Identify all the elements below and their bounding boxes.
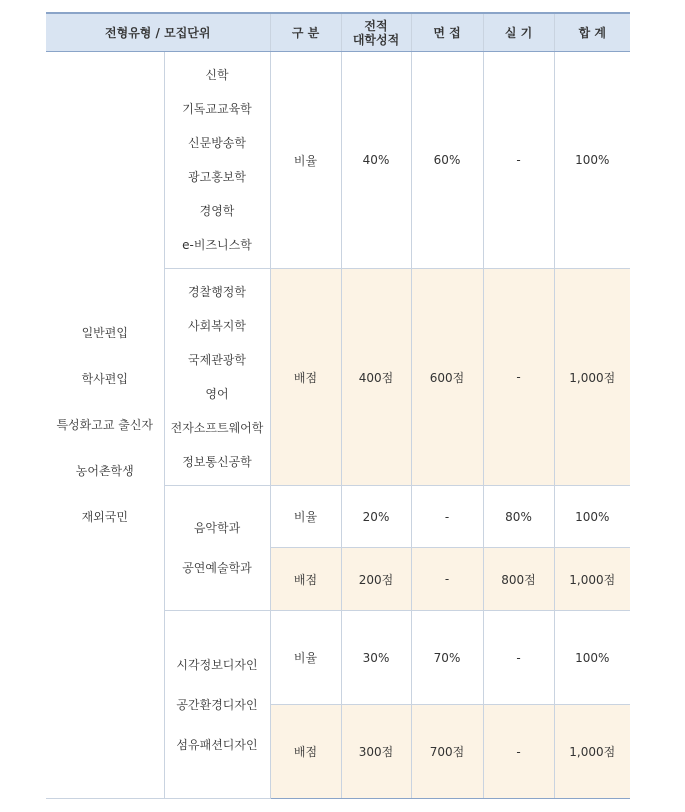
category-cell: 비율 xyxy=(270,52,341,269)
department: 공간환경디자인 xyxy=(176,697,258,712)
table-row xyxy=(46,52,630,269)
practical-cell: - xyxy=(483,269,554,486)
department: 신학 xyxy=(205,68,229,82)
header-row xyxy=(46,13,630,52)
prev-gpa-cell: 40% xyxy=(341,52,411,269)
interview-cell: 60% xyxy=(411,52,483,269)
department: e-비즈니스학 xyxy=(182,238,252,252)
header-type-unit: 전형유형 / 모집단위 xyxy=(46,13,270,52)
category-cell: 배점 xyxy=(270,548,341,611)
department: 기독교교육학 xyxy=(182,102,252,116)
department: 경찰행정학 xyxy=(188,285,246,299)
admission-type: 특성화고교 출신자 xyxy=(56,418,154,432)
prev-gpa-cell: 200점 xyxy=(341,548,411,611)
interview-cell: - xyxy=(411,486,483,548)
department: 신문방송학 xyxy=(188,136,246,150)
department: 음악학과 xyxy=(193,521,241,535)
category-cell: 비율 xyxy=(270,611,341,705)
practical-cell: 800점 xyxy=(483,548,554,611)
category-cell: 배점 xyxy=(270,269,341,486)
department: 정보통신공학 xyxy=(182,455,252,469)
total-cell: 100% xyxy=(554,611,630,705)
total-cell: 1,000점 xyxy=(554,548,630,611)
departments-cell xyxy=(164,486,270,611)
header-interview: 면 접 xyxy=(411,13,483,52)
header-prev-gpa-line2: 대학성적 xyxy=(352,32,400,47)
total-cell: 1,000점 xyxy=(554,269,630,486)
admission-type: 학사편입 xyxy=(81,372,128,386)
interview-cell: 70% xyxy=(411,611,483,705)
prev-gpa-cell: 30% xyxy=(341,611,411,705)
category-cell: 비율 xyxy=(270,486,341,548)
admission-type: 재외국민 xyxy=(81,510,128,524)
header-practical: 실 기 xyxy=(483,13,554,52)
prev-gpa-cell: 300점 xyxy=(341,705,411,799)
department: 국제관광학 xyxy=(188,353,246,367)
practical-cell: 80% xyxy=(483,486,554,548)
header-prev-gpa xyxy=(341,13,411,52)
department: 경영학 xyxy=(199,204,235,218)
total-cell: 1,000점 xyxy=(554,705,630,799)
admission-types-cell xyxy=(46,52,164,799)
total-cell: 100% xyxy=(554,486,630,548)
departments-cell xyxy=(164,269,270,486)
department: 공연예술학과 xyxy=(182,561,252,575)
interview-cell: - xyxy=(411,548,483,611)
header-prev-gpa-line1: 전적 xyxy=(364,18,388,33)
practical-cell: - xyxy=(483,52,554,269)
header-total: 합 계 xyxy=(554,13,630,52)
admission-type: 농어촌학생 xyxy=(75,464,134,478)
interview-cell: 600점 xyxy=(411,269,483,486)
department: 시각정보디자인 xyxy=(176,657,258,672)
interview-cell: 700점 xyxy=(411,705,483,799)
departments-cell xyxy=(164,52,270,269)
admission-score-table xyxy=(46,12,630,799)
practical-cell: - xyxy=(483,611,554,705)
header-category: 구 분 xyxy=(270,13,341,52)
practical-cell: - xyxy=(483,705,554,799)
department: 영어 xyxy=(205,387,229,401)
department: 섬유패션디자인 xyxy=(176,737,258,752)
category-cell: 배점 xyxy=(270,705,341,799)
department: 광고홍보학 xyxy=(188,170,246,184)
admission-type: 일반편입 xyxy=(81,326,128,340)
total-cell: 100% xyxy=(554,52,630,269)
department: 사회복지학 xyxy=(188,319,246,333)
prev-gpa-cell: 20% xyxy=(341,486,411,548)
prev-gpa-cell: 400점 xyxy=(341,269,411,486)
departments-cell xyxy=(164,611,270,799)
department: 전자소프트웨어학 xyxy=(170,421,264,435)
